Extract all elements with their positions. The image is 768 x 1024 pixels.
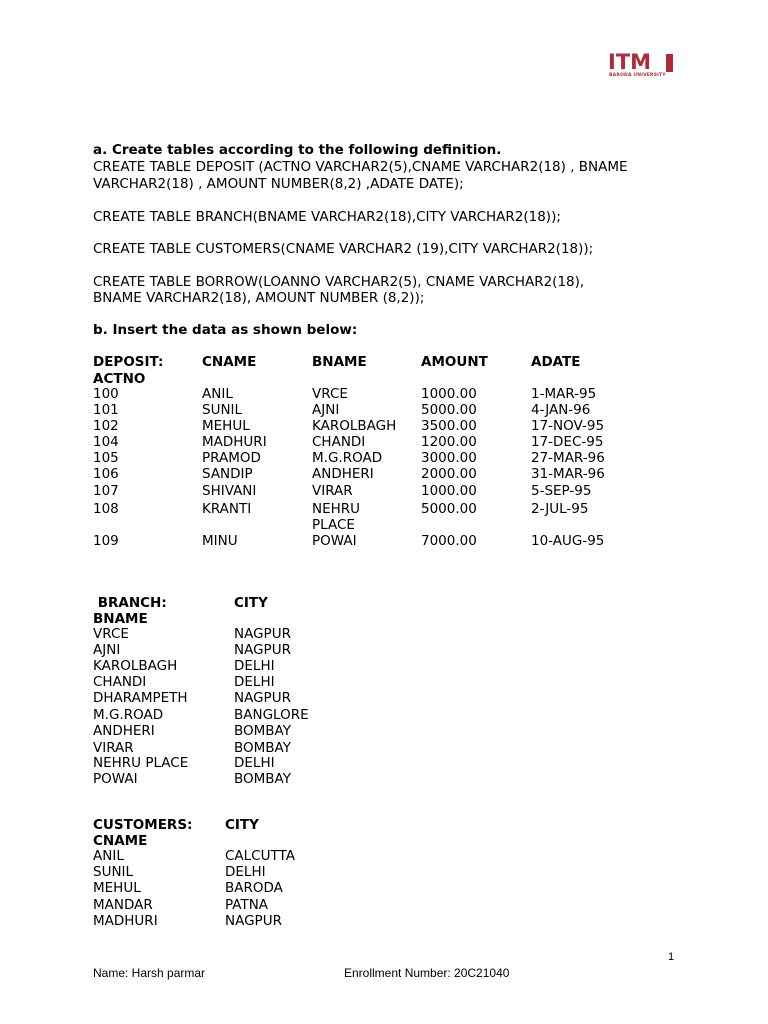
cell-bname: ANDHERI	[93, 723, 155, 739]
cell-adate: 17-DEC-95	[531, 434, 604, 450]
cell-city: DELHI	[225, 864, 266, 880]
cell-actno: 100	[93, 386, 119, 402]
cell-adate: 10-AUG-95	[531, 533, 605, 549]
cell-bname: ANDHERI	[312, 466, 374, 482]
cell-city: PATNA	[225, 897, 269, 913]
page-number: 1	[668, 951, 675, 963]
cell-bname: NEHRU	[312, 501, 361, 517]
sql-deposit-line2: VARCHAR2(18) , AMOUNT NUMBER(8,2) ,ADATE DATE);	[93, 176, 464, 192]
cell-cname: ANIL	[202, 386, 233, 402]
cell-cname: SHIVANI	[202, 483, 257, 499]
cell-city: BOMBAY	[234, 740, 291, 756]
cell-amount: 7000.00	[421, 533, 477, 549]
cell-city: BARODA	[225, 880, 283, 896]
cell-amount: 1000.00	[421, 483, 477, 499]
cell-actno: 105	[93, 450, 119, 466]
cell-amount: 2000.00	[421, 466, 477, 482]
cell-bname: KAROLBAGH	[93, 658, 178, 674]
cell-adate: 17-NOV-95	[531, 418, 605, 434]
deposit-header-actno-line2: ACTNO	[93, 371, 146, 387]
cell-adate: 1-MAR-95	[531, 386, 597, 402]
cell-actno: 104	[93, 434, 119, 450]
cell-city: DELHI	[234, 674, 275, 690]
branch-header-bname-line2: BNAME	[93, 611, 148, 627]
cell-cname: MADHURI	[93, 913, 158, 929]
cell-city: NAGPUR	[234, 690, 291, 706]
cell-city: NAGPUR	[234, 642, 291, 658]
deposit-header-actno: DEPOSIT:	[93, 354, 164, 370]
customers-header-cname: CUSTOMERS:	[93, 817, 193, 833]
deposit-header-adate: ADATE	[531, 354, 581, 370]
cell-bname-line2: PLACE	[312, 517, 355, 533]
branch-header-city: CITY	[234, 595, 268, 611]
cell-cname: MEHUL	[202, 418, 250, 434]
cell-bname: VRCE	[312, 386, 348, 402]
university-logo	[608, 52, 674, 80]
cell-city: DELHI	[234, 755, 275, 771]
cell-bname: AJNI	[312, 402, 340, 418]
sql-borrow-line2: BNAME VARCHAR2(18), AMOUNT NUMBER (8,2));	[93, 290, 425, 306]
cell-bname: POWAI	[312, 533, 357, 549]
cell-bname: AJNI	[93, 642, 121, 658]
cell-cname: SUNIL	[202, 402, 243, 418]
cell-bname: M.G.ROAD	[312, 450, 383, 466]
cell-cname: MINU	[202, 533, 238, 549]
cell-adate: 2-JUL-95	[531, 501, 589, 517]
logo-text: ITM	[608, 50, 652, 74]
cell-actno: 106	[93, 466, 119, 482]
cell-amount: 5000.00	[421, 501, 477, 517]
cell-actno: 101	[93, 402, 119, 418]
cell-actno: 108	[93, 501, 119, 517]
cell-city: NAGPUR	[225, 913, 282, 929]
logo-subtitle: BARODA UNIVERSITY	[609, 73, 666, 78]
cell-actno: 109	[93, 533, 119, 549]
sql-customers: CREATE TABLE CUSTOMERS(CNAME VARCHAR2 (19),CITY VARCHAR2(18));	[93, 241, 594, 257]
cell-bname: VIRAR	[93, 740, 134, 756]
cell-city: CALCUTTA	[225, 848, 295, 864]
branch-header-bname: BRANCH:	[93, 595, 167, 611]
cell-bname: M.G.ROAD	[93, 707, 164, 723]
cell-bname: VRCE	[93, 626, 129, 642]
cell-bname: CHANDI	[93, 674, 147, 690]
cell-amount: 1200.00	[421, 434, 477, 450]
footer-enrollment: Enrollment Number: 20C21040	[344, 966, 510, 980]
cell-adate: 27-MAR-96	[531, 450, 605, 466]
customers-header-city: CITY	[225, 817, 259, 833]
sql-deposit-line1: CREATE TABLE DEPOSIT (ACTNO VARCHAR2(5),CNAME VARCHAR2(18) , BNAME	[93, 159, 628, 175]
cell-adate: 4-JAN-96	[531, 402, 591, 418]
deposit-header-bname: BNAME	[312, 354, 367, 370]
cell-city: BOMBAY	[234, 723, 291, 739]
cell-cname: ANIL	[93, 848, 124, 864]
cell-cname: MADHURI	[202, 434, 267, 450]
cell-cname: PRAMOD	[202, 450, 261, 466]
cell-cname: SUNIL	[93, 864, 134, 880]
footer-name: Name: Harsh parmar	[93, 966, 206, 980]
logo-bar	[666, 54, 673, 72]
cell-amount: 3000.00	[421, 450, 477, 466]
cell-amount: 5000.00	[421, 402, 477, 418]
cell-city: NAGPUR	[234, 626, 291, 642]
sql-borrow-line1: CREATE TABLE BORROW(LOANNO VARCHAR2(5), CNAME VARCHAR2(18),	[93, 274, 585, 290]
cell-bname: NEHRU PLACE	[93, 755, 189, 771]
heading-a: a. Create tables according to the following definition.	[93, 142, 502, 158]
cell-amount: 3500.00	[421, 418, 477, 434]
cell-cname: MANDAR	[93, 897, 153, 913]
cell-cname: KRANTI	[202, 501, 252, 517]
deposit-header-amount: AMOUNT	[421, 354, 488, 370]
cell-bname: POWAI	[93, 771, 138, 787]
cell-actno: 107	[93, 483, 119, 499]
cell-bname: CHANDI	[312, 434, 366, 450]
cell-cname: SANDIP	[202, 466, 253, 482]
cell-adate: 31-MAR-96	[531, 466, 605, 482]
cell-city: BOMBAY	[234, 771, 291, 787]
cell-city: DELHI	[234, 658, 275, 674]
heading-b: b. Insert the data as shown below:	[93, 322, 358, 338]
cell-bname: VIRAR	[312, 483, 353, 499]
cell-adate: 5-SEP-95	[531, 483, 592, 499]
cell-amount: 1000.00	[421, 386, 477, 402]
customers-header-cname-line2: CNAME	[93, 833, 148, 849]
sql-branch: CREATE TABLE BRANCH(BNAME VARCHAR2(18),CITY VARCHAR2(18));	[93, 209, 561, 225]
cell-cname: MEHUL	[93, 880, 141, 896]
cell-bname: DHARAMPETH	[93, 690, 188, 706]
cell-city: BANGLORE	[234, 707, 309, 723]
cell-actno: 102	[93, 418, 119, 434]
deposit-header-cname: CNAME	[202, 354, 257, 370]
cell-bname: KAROLBAGH	[312, 418, 397, 434]
